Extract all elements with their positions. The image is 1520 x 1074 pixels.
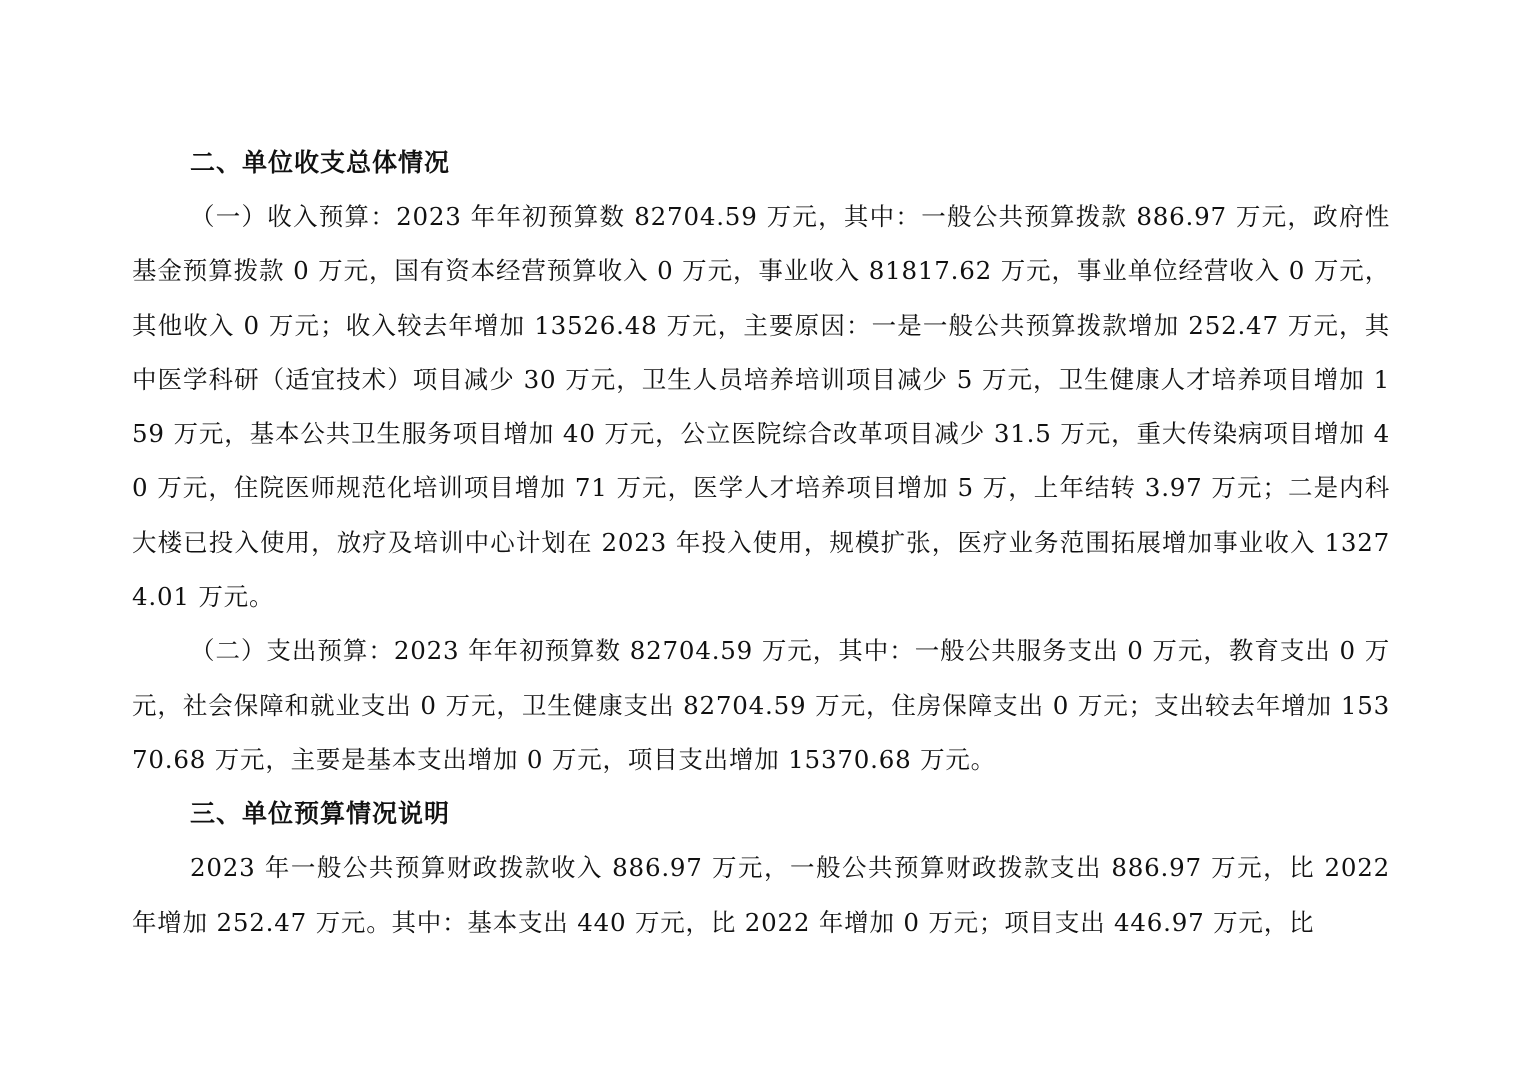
budget-explanation-paragraph: 2023 年一般公共预算财政拨款收入 886.97 万元，一般公共预算财政拨款支出 886.97 万元，比 2022 年增加 252.47 万元。其中：基本支出 440 万元，比 2022 年增加 0 万元；项目支出 446.97 万元，比	[132, 853, 1390, 937]
section-3-heading: 三、单位预算情况说明	[190, 799, 451, 829]
document-page	[132, 136, 1390, 950]
expense-budget-paragraph: （二）支出预算：2023 年年初预算数 82704.59 万元，其中：一般公共服务支出 0 万元，教育支出 0 万元，社会保障和就业支出 0 万元，卫生健康支出 82704.59 万元，住房保障支出 0 万元；支出较去年增加 15370.68 万元，主要是基本支出增加 0 万元，项目支出增加 15370.68 万元。	[132, 636, 1390, 774]
section-2-heading: 二、单位收支总体情况	[190, 148, 451, 177]
income-budget-paragraph: （一）收入预算：2023 年年初预算数 82704.59 万元，其中：一般公共预算拨款 886.97 万元，政府性基金预算拨款 0 万元，国有资本经营预算收入 0 万元，事业收入 81817.62 万元，事业单位经营收入 0 万元，其他收入 0 万元；收入较去年增加 13526.48 万元，主要原因：一是一般公共预算拨款增加 252.47 万元，其中医学科研（适宜技术）项目减少 30 万元，卫生人员培养培训项目减少 5 万元，卫生健康人才培养项目增加 159 万元，基本公共卫生服务项目增加 40 万元，公立医院综合改革项目减少 31.5 万元，重大传染病项目增加 40 万元，住院医师规范化培训项目增加 71 万元，医学人才培养项目增加 5 万，上年结转 3.97 万元；二是内科大楼已投入使用，放疗及培训中心计划在 2023 年投入使用，规模扩张，医疗业务范围拓展增加事业收入 13274.01 万元。	[132, 202, 1390, 612]
